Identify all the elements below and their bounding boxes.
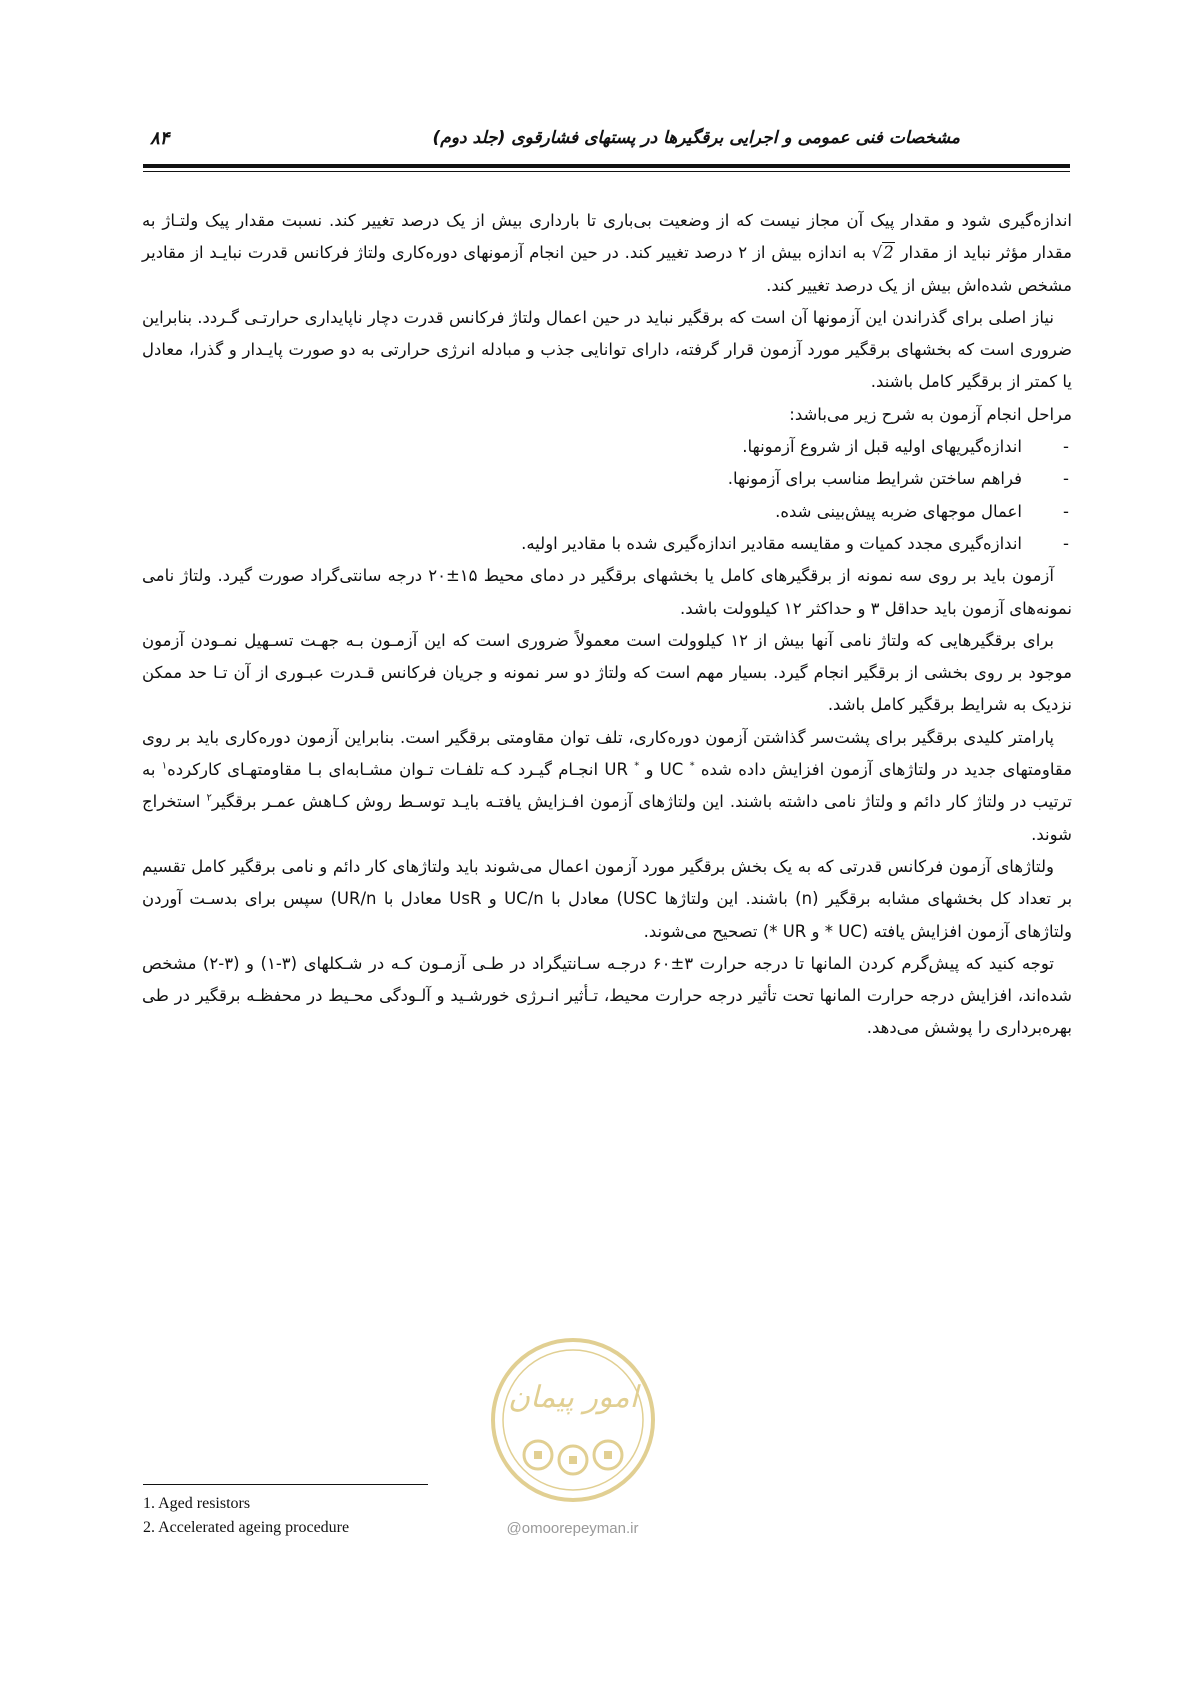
list-item: - اعمال موجهای ضربه پیش‌بینی شده.: [775, 501, 1069, 521]
sqrt-two: √2: [871, 243, 894, 263]
footnote-ref-1: ۱: [161, 760, 168, 772]
ur-star: UR *: [604, 760, 640, 780]
paragraph-4: آزمون باید بر روی سه نمونه از برقگیرهای کامل یا بخشهای برقگیر در دمای محیط ۱۵±۲۰ درجه سانتی‌گراد صورت گیرد. ولتاژ نامی نمونه‌های آزمون باید حداقل ۳ و حداکثر ۱۲ کیلوولت باشد.: [142, 566, 1072, 618]
list-item: - اندازه‌گیری مجدد کمیات و مقایسه مقادیر اندازه‌گیری شده با مقادیر اولیه.: [521, 533, 1069, 553]
list-item: - فراهم ساختن شرایط مناسب برای آزمونها.: [727, 469, 1069, 489]
footnote-ref-2: ۲: [206, 792, 212, 804]
svg-text:امور پیمان: امور پیمان: [508, 1380, 638, 1415]
paragraph-5: برای برقگیرهایی که ولتاژ نامی آنها بیش از ۱۲ کیلوولت است معمولاً ضروری است که این آزمـون بـه جهـت تسـهیل نمـودن آزمون موجود بر روی بخشی از برقگیر انجام گیرد. بسیار مهم است که ولتاژ دو سر نمونه و جریان فرکانس قـدرت عبـوری از آن تـا حد ممکن نزدیک به شرایط برقگیر کامل باشد.: [142, 630, 1072, 715]
header-title: مشخصات فنی عمومی و اجرایی برقگیرها در پستهای فشارقوی (جلد دوم): [432, 128, 960, 148]
paragraph-2: نیاز اصلی برای گذراندن این آزمونها آن است که برقگیر نباید در حین اعمال ولتاژ فرکانس قدرت دچار ناپایداری حرارتـی گـردد. بنابراین ضروری است که بخشهای برقگیر مورد آزمون قرار گرفته، دارای توانایی جذب و مبادله انرژی حرارتی به دو صورت پایـدار و گذرا، معادل یا کمتر از برقگیر کامل باشند.: [142, 307, 1072, 392]
header-rule-thin: [143, 171, 1070, 172]
watermark-url: @omoorepeyman.ir: [506, 1520, 639, 1537]
running-header: [150, 128, 1070, 156]
paragraph-1: اندازه‌گیری شود و مقدار پیک آن مجاز نیست که از وضعیت بی‌باری تا بارداری بیش از یک درصد تغییر کند. نسبت مقدار پیک ولتـاژ به مقدار مؤثر نباید از مقدار √2 به اندازه بیش از ۲ درصد تغییر کند. در حین انجام آزمونهای دوره‌کاری ولتاژ فرکانس قدرت نبایـد از مقادیر مشخص شده‌اش بیش از یک درصد تغییر کند.: [142, 211, 1072, 295]
uc-star: UC *: [659, 760, 695, 780]
footnote-rule: [143, 1484, 428, 1485]
paragraph-7: ولتاژهای آزمون فرکانس قدرتی که به یک بخش برقگیر مورد آزمون اعمال می‌شوند باید ولتاژهای کار دائم و نامی برقگیر کامل تقسیم بر تعداد کل بخشهای مشابه برقگیر (n) باشند. این ولتاژها (USC معادل با UC/n و UsR معادل با (UR/n سپس برای بدسـت آوردن ولتاژهای آزمون افزایش یافته (UC * و UR *) تصحیح می‌شوند.: [142, 856, 1073, 941]
paragraph-3: مراحل انجام آزمون به شرح زیر می‌باشد:: [789, 404, 1072, 424]
watermark-seal-logo: [488, 1335, 658, 1505]
header-rule-thick: [143, 164, 1070, 168]
page-number: ۸۴: [150, 128, 170, 149]
body-text: [142, 205, 1072, 1045]
paragraph-8: توجه کنید که پیش‌گرم کردن المانها تا درجه حرارت ۳±۶۰ درجـه سـانتیگراد در طـی آزمـون کـه در شـکلهای (۳-۱) و (۳-۲) مشخص شده‌اند، افزایش درجه حرارت المانها تحت تأثیر درجه حرارت محیط، تـأثیر انـرژی خورشـید و آلـودگی محـیط در محفظـه برقگیر در طی بهره‌برداری را پوشش می‌دهد.: [142, 953, 1072, 1038]
footnote-1: 1. Aged resistors: [143, 1495, 251, 1512]
list-item: - اندازه‌گیریهای اولیه قبل از شروع آزمونها.: [742, 437, 1069, 457]
footnote-2: 2. Accelerated ageing procedure: [143, 1519, 350, 1536]
paragraph-6: پارامتر کلیدی برقگیر برای پشت‌سر گذاشتن آزمون دوره‌کاری، تلف توان مقاومتی برقگیر است. بنابراین آزمون دوره‌کاری باید بر روی مقاومتهای جدید در ولتاژهای آزمون افزایش داده شده UC * و UR * انجـام گیـرد کـه تلفـات تـوان مشـابه‌ای بـا مقاومتهـای کارکرده$^۱$ به ترتیب در ولتاژ کار دائم و ولتاژ نامی داشته باشند. این ولتاژهای آزمون افـزایش یافتـه بایـد توسـط روش کـاهش عمـر برقگیر$^۲$ استخراج شوند.: [142, 727, 1073, 844]
